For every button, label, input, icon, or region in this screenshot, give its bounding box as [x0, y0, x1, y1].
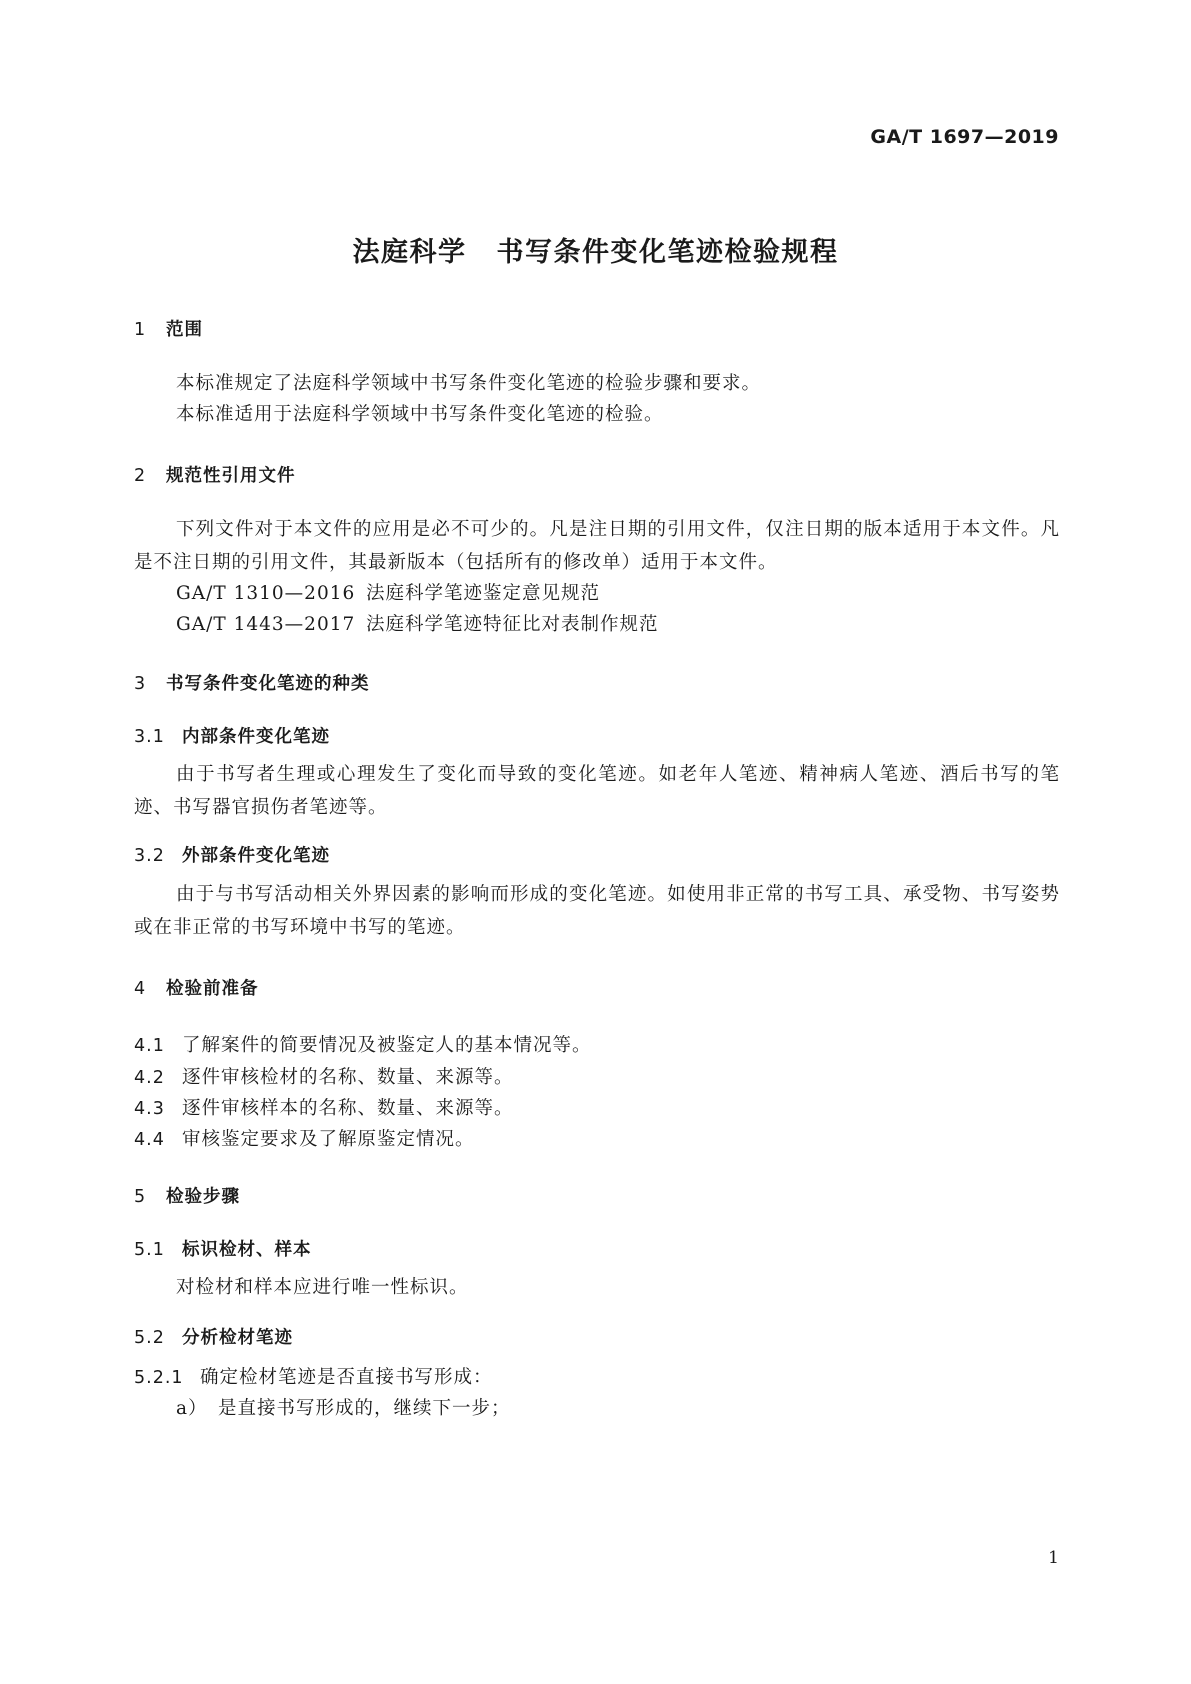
subsection-3-1-heading: [134, 723, 330, 748]
subsection-number: 5.1: [134, 1240, 165, 1260]
item-number: 4.4: [134, 1130, 165, 1150]
section-number: 4: [134, 979, 147, 999]
subsection-5-2-heading: [134, 1324, 293, 1349]
section-2-heading: [134, 462, 296, 487]
section-number: 2: [134, 466, 147, 486]
item-number: 4.2: [134, 1068, 165, 1088]
title-part2: 书写条件变化笔迹检验规程: [496, 237, 839, 268]
item-text: 逐件审核检材的名称、数量、来源等。: [182, 1067, 514, 1088]
subsection-title: 分析检材笔迹: [182, 1328, 293, 1348]
section-3-heading: [134, 670, 370, 695]
item-text: 确定检材笔迹是否直接书写形成：: [200, 1367, 493, 1388]
subsection-number: 3.1: [134, 727, 165, 747]
list-item: [134, 1363, 493, 1389]
reference-name: 法庭科学笔迹特征比对表制作规范: [366, 614, 659, 635]
section-4-heading: [134, 975, 259, 1000]
section-title: 规范性引用文件: [166, 466, 296, 486]
list-item: [134, 1125, 475, 1151]
reference-code: GA/T 1310—2016: [176, 583, 356, 604]
item-number: 4.3: [134, 1099, 165, 1119]
subsection-title: 内部条件变化笔迹: [182, 727, 330, 747]
subsection-5-1-heading: [134, 1236, 312, 1261]
section-title: 书写条件变化笔迹的种类: [166, 674, 370, 694]
item-text: 审核鉴定要求及了解原鉴定情况。: [182, 1129, 475, 1150]
subsection-number: 5.2: [134, 1328, 165, 1348]
section-number: 3: [134, 674, 147, 694]
item-number: 5.2.1: [134, 1368, 184, 1388]
standard-code: GA/T 1697—2019: [870, 126, 1059, 148]
section-number: 5: [134, 1187, 147, 1207]
subsection-title: 标识检材、样本: [182, 1240, 312, 1260]
list-sub-item: [176, 1394, 511, 1420]
subsection-3-2-text: 由于与书写活动相关外界因素的影响而形成的变化笔迹。如使用非正常的书写工具、承受物、书写姿势或在非正常的书写环境中书写的笔迹。: [134, 884, 1060, 938]
list-item: [134, 1094, 514, 1120]
section-1-paragraph-2: 本标准适用于法庭科学领域中书写条件变化笔迹的检验。: [176, 404, 664, 425]
subsection-5-1-text: 对检材和样本应进行唯一性标识。: [176, 1277, 469, 1298]
section-1-paragraph-1: 本标准规定了法庭科学领域中书写条件变化笔迹的检验步骤和要求。: [176, 373, 762, 394]
list-item: [134, 1063, 514, 1089]
section-title: 检验步骤: [166, 1187, 240, 1207]
subsection-number: 3.2: [134, 846, 165, 866]
reference-code: GA/T 1443—2017: [176, 614, 356, 635]
item-text: 是直接书写形成的，继续下一步；: [218, 1398, 511, 1419]
section-number: 1: [134, 320, 147, 340]
subsection-3-2-heading: [134, 842, 330, 867]
section-1-heading: [134, 316, 203, 341]
list-item: [134, 1031, 592, 1057]
item-marker: a）: [176, 1398, 208, 1419]
section-2-paragraph-1: 下列文件对于本文件的应用是必不可少的。凡是注日期的引用文件，仅注日期的版本适用于本文件。凡是不注日期的引用文件，其最新版本（包括所有的修改单）适用于本文件。: [134, 519, 1060, 573]
item-text: 了解案件的简要情况及被鉴定人的基本情况等。: [182, 1035, 592, 1056]
section-5-heading: [134, 1183, 240, 1208]
title-part1: 法庭科学: [352, 237, 467, 268]
item-text: 逐件审核样本的名称、数量、来源等。: [182, 1098, 514, 1119]
subsection-title: 外部条件变化笔迹: [182, 846, 330, 866]
subsection-3-1-text: 由于书写者生理或心理发生了变化而导致的变化笔迹。如老年人笔迹、精神病人笔迹、酒后书写的笔迹、书写器官损伤者笔迹等。: [134, 764, 1060, 818]
section-title: 检验前准备: [166, 979, 259, 999]
reference-name: 法庭科学笔迹鉴定意见规范: [366, 583, 601, 604]
reference-item: [176, 579, 600, 605]
document-title: [0, 230, 1191, 269]
reference-item: [176, 610, 659, 636]
item-number: 4.1: [134, 1036, 165, 1056]
section-title: 范围: [166, 320, 203, 340]
page-number: 1: [1048, 1548, 1059, 1568]
